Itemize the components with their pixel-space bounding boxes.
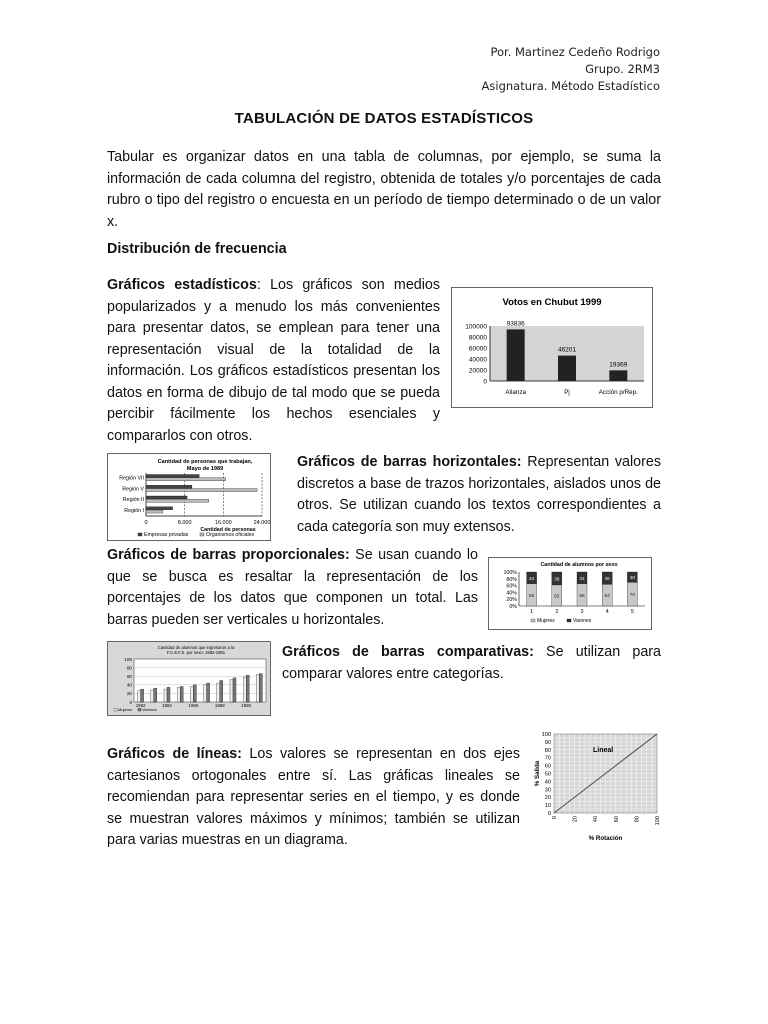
chart-personas [107,453,271,541]
x-tick-label: 1988 [214,703,225,708]
x-tick-label: 60 [613,816,620,823]
chart-title: Cantidad de alumnos por sexo [540,562,618,568]
term: Gráficos estadísticos [107,277,257,293]
chart-personas-svg [108,454,270,540]
body: Se utilizan para comparar valores entre categorías. [282,644,661,682]
x-tick-label: 80 [634,816,641,823]
y-tick-label: 30 [544,787,551,794]
legend-label: Varones [573,618,592,624]
legend-swatch [138,709,141,712]
bar [259,674,262,702]
y-tick-label: Región V [122,486,144,493]
data-label: 36 [604,577,610,583]
separator: : [256,277,271,293]
chart-title: Cantidad de personas que trabajan, [157,459,253,465]
y-tick-label: 20 [544,795,551,802]
author-header [482,44,660,95]
body: Representan valores discretos a base de trazos horizontales, aislados unos de otros. Se utilizan cuando los textos correspondientes a cada categoría son muy extensos. [297,454,661,535]
bar [190,687,193,702]
legend-label: Organismos oficiales [206,532,255,538]
y-tick-label: 0 [129,699,132,705]
y-tick-label: 100% [503,570,517,576]
bar [256,674,259,702]
y-tick-label: 80 [544,747,551,754]
x-tick-label: 2 [555,609,559,615]
data-label: 64 [604,594,610,600]
chart-title: F.C.E.F.S. por sexo: 1982-1991 [166,650,226,655]
series-label: Lineal [593,747,614,754]
x-tick-label: 8.000 [177,520,192,526]
paragraph-graficos-lineas [107,744,520,852]
chart-alumnos-svg [489,558,651,629]
bar [164,689,167,702]
y-tick-label: 60% [506,583,517,590]
x-tick-label: 0 [552,816,558,820]
chart-lineal-svg [531,727,663,847]
paragraph-barras-comparativas [282,642,661,685]
y-tick-label: 60000 [468,345,487,353]
bar [177,687,180,702]
bar [204,685,207,702]
bar [233,678,236,702]
data-label: 66 [579,593,585,599]
page-title: TABULACIÓN DE DATOS ESTADÍSTICOS [234,110,534,127]
y-tick-label: 80% [506,576,517,583]
y-tick-label: 100000 [465,323,487,331]
y-tick-label: Región II [122,497,144,503]
y-tick-label: 60 [544,763,551,770]
body: Los gráficos son medios popularizados y a menudo los más convenientes para presentar datos, se emplean para tener una representación visual de la totalidad de la información. Los gráficos estadísticos presentan los datos en forma de dibujo de tal modo que se pueda percibir fácilmente los hechos esenciales y compararlos con otros. [107,277,440,444]
x-tick-label: 1982 [135,703,146,708]
data-label: 34 [579,576,585,582]
chart-votos-svg [452,288,652,407]
y-tick-label: 100 [541,732,551,738]
x-tick-label: 100 [655,816,661,826]
y-tick-label: 40% [506,590,517,597]
y-tick-label: 80000 [468,334,487,342]
y-tick-label: 20 [126,691,132,697]
legend-swatch [200,533,204,536]
legend-swatch [138,533,142,536]
y-tick-label: 0 [483,378,487,386]
y-tick-label: Región I [124,507,144,514]
y-tick-label: 80 [126,665,132,671]
term: Gráficos de líneas: [107,746,242,762]
x-tick-label: Acción p/Rep. [598,389,638,396]
data-label: 38 [554,577,560,583]
bar [193,685,196,702]
author-line: Por. Martinez Cedeño Rodrigo [490,45,660,59]
legend-swatch [567,619,571,622]
group-line: Grupo. 2RM3 [585,62,660,76]
y-tick-label: 40 [126,682,132,688]
bar [246,675,249,702]
y-tick-label: Región VII [119,475,144,482]
x-tick-label: 1984 [162,703,172,708]
data-label: 34 [528,576,535,582]
chart-alumnos [488,557,652,630]
data-label: 46201 [557,346,577,354]
data-label: 30 [629,576,636,582]
bar [146,489,257,492]
data-label: 70 [629,593,636,599]
bar [609,370,627,381]
bar [507,329,525,381]
x-tick-label: 5 [630,609,634,615]
x-axis-title: Cantidad de personas [200,527,256,533]
bar [151,690,154,702]
paragraph-barras-proporcionales [107,545,478,631]
x-tick-label: 16.000 [214,520,232,526]
bar [154,688,157,702]
chart-votos [451,287,653,408]
chart-ingresos-svg [108,642,270,715]
chart-lineal [531,727,663,847]
term: Gráficos de barras comparativas: [282,644,534,660]
bar [146,507,173,510]
y-tick-label: 20000 [468,367,487,375]
x-tick-label: 0 [144,520,148,526]
bar [146,499,209,502]
x-tick-label: 3 [580,609,584,615]
legend-swatch [114,709,117,712]
bar [558,356,576,381]
y-tick-label: 90 [544,739,551,746]
legend-label: Mujeres [537,618,555,624]
y-tick-label: 100 [124,656,132,662]
x-tick-label: Pj [564,389,570,396]
body: Los valores se representan en dos ejes cartesianos ortogonales entre sí. Las gráficas lineales se recomiendan para representar series en el tiempo, y es donde se muestran valores máximos y mínimos; también se utilizan para varias muestras en un diagrama. [107,746,520,848]
intro-paragraph: Tabular es organizar datos en una tabla de columnas, por ejemplo, se suma la información de cada columna del registro, obtenida de totales y/o porcentajes de cada rubro o tipo del registro o encuesta en un período de tiempo determinado o de un valor x. [107,149,661,230]
chart-ingresos [107,641,271,716]
chart-title: Mayo de 1989 [186,466,224,472]
x-tick-label: 4 [605,609,609,615]
term: Gráficos de barras proporcionales: [107,547,350,563]
x-tick-label: 1986 [188,703,199,708]
x-axis-title: % Rotación [588,835,623,842]
bar [146,478,226,481]
x-tick-label: 40 [593,816,600,823]
y-tick-label: 20% [506,597,517,604]
y-tick-label: 10 [544,803,551,810]
section-heading: Distribución de frecuencia [107,241,287,257]
data-label: 62 [554,594,560,600]
bar [180,687,183,702]
data-label: 93836 [506,320,525,328]
x-tick-label: 1990 [241,703,252,708]
subject-line: Asignatura. Método Estadístico [481,79,660,93]
paragraph-graficos-estadisticos [107,275,440,447]
legend-swatch [531,619,535,622]
data-label: 66 [528,593,535,599]
y-tick-label: 40000 [468,356,487,364]
x-tick-label: 24.000 [253,520,270,526]
y-tick-label: 60 [126,674,132,679]
body: Se usan cuando lo que se busca es resaltar la representación de los porcentajes de los datos que componen un total. Las barras pueden ser verticales u horizontales. [107,547,478,628]
legend-label: Varones [142,707,157,712]
y-tick-label: 0 [547,811,551,817]
bar [141,689,144,702]
chart-title: Votos en Chubut 1999 [502,297,602,308]
x-tick-label: 1 [530,609,534,615]
term: Gráficos de barras horizontales: [297,454,522,470]
bar [138,691,141,702]
bar [146,496,187,499]
bar [207,683,210,702]
bar [217,683,220,702]
x-tick-label: 20 [572,816,579,823]
paragraph-barras-horizontales [297,452,661,538]
bar [146,510,163,513]
y-axis-title: % Salida [534,760,541,787]
bar [146,485,192,488]
y-tick-label: 50 [544,771,551,778]
y-tick-label: 40 [544,779,551,786]
x-tick-label: Alianza [505,389,526,396]
legend-label: Empresas privadas [144,532,189,538]
bar [220,681,223,703]
separator [534,644,546,660]
bar [167,687,170,702]
y-tick-label: 70 [544,755,551,762]
bar [243,677,246,702]
bar [230,680,233,702]
y-tick-label: 0% [509,604,517,610]
chart-title: Cantidad de alumnos que ingresaron a la [157,645,235,650]
legend-label: Mujeres [118,707,133,712]
bar [146,475,199,478]
data-label: 19369 [609,361,628,369]
